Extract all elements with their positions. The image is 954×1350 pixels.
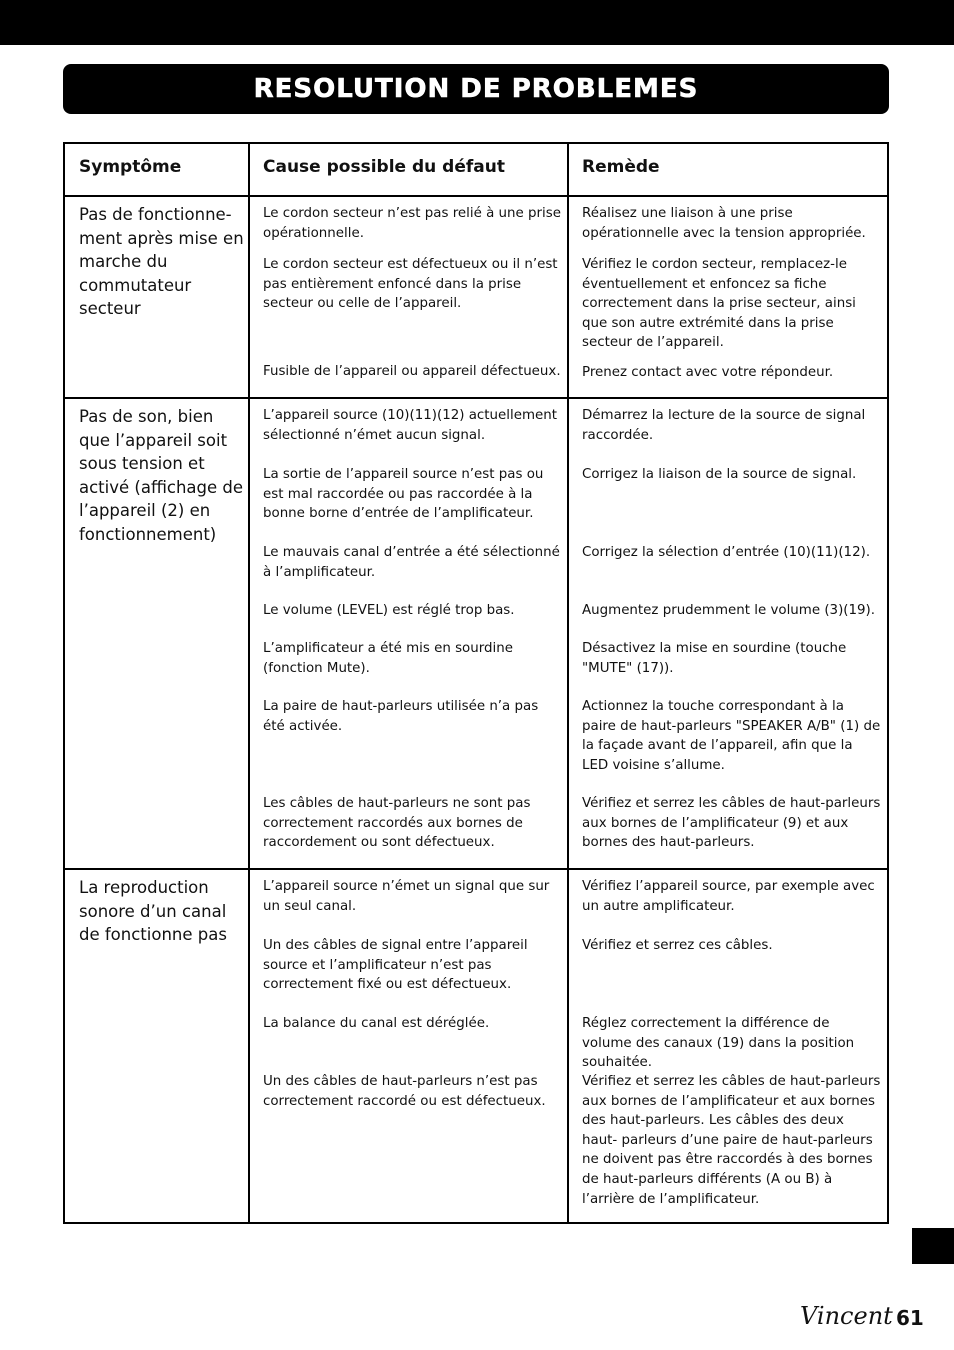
row2-cause-5: L’amplificateur a été mis en sourdine (fonction Mute). [263, 641, 513, 676]
row3-remedy-3: Réglez correctement la différence de volume des canaux (19) dans la position souhaitée. [582, 1016, 855, 1071]
row1-cause-1: Le cordon secteur n’est pas relié à une prise opérationnelle. [263, 206, 561, 241]
row3-cause-2: Un des câbles de signal entre l’appareil source et l’amplificateur n’est pas correctement fixé ou est défectueux. [263, 938, 528, 993]
header-remedy: Remède [582, 157, 660, 177]
row-divider [65, 868, 887, 870]
row2-remedy-5: Désactivez la mise en sourdine (touche "MUTE" (17)). [582, 641, 847, 676]
row3-cause-4: Un des câbles de haut-parleurs n’est pas correctement raccordé ou est défectueux. [263, 1074, 546, 1109]
header-symptom: Symptôme [79, 157, 182, 177]
row3-remedy-1: Vérifiez l’appareil source, par exemple avec un autre amplificateur. [582, 879, 875, 914]
row3-symptom: La reproduction sonore d’un canal de fonctionne pas [79, 878, 227, 945]
row2-cause-7: Les câbles de haut-parleurs ne sont pas correctement raccordés aux bornes de raccordement ou sont défectueux. [263, 796, 531, 851]
row3-remedy-2: Vérifiez et serrez ces câbles. [582, 938, 773, 953]
row2-symptom: Pas de son, bien que l’appareil soit sous tension et activé (affichage de l’appareil (2) en fonctionnement) [79, 407, 244, 544]
row2-cause-4: Le volume (LEVEL) est réglé trop bas. [263, 603, 515, 618]
brand-logo: Vincent [800, 1302, 893, 1330]
row2-remedy-4: Augmentez prudemment le volume (3)(19). [582, 603, 876, 618]
row3-remedy-4: Vérifiez et serrez les câbles de haut-parleurs aux bornes de l’amplificateur et aux bornes des haut-parleurs. Les câbles des deux haut- parleurs d’une paire de haut-parleurs ne doivent pas être raccordés à des bornes de haut-parleurs différents (A ou B) à l’arrière de l’amplificateur. [582, 1074, 881, 1207]
row1-remedy-1: Réalisez une liaison à une prise opérationnelle avec la tension appropriée. [582, 206, 866, 241]
header-cause: Cause possible du défaut [263, 157, 505, 177]
row1-symptom: Pas de fonctionne- ment après mise en marche du commutateur secteur [79, 205, 244, 319]
row1-cause-3: Fusible de l’appareil ou appareil défectueux. [263, 364, 561, 379]
row-divider [65, 397, 887, 399]
troubleshooting-table [63, 142, 889, 1224]
top-black-bar [0, 0, 954, 45]
row2-remedy-6: Actionnez la touche correspondant à la paire de haut-parleurs "SPEAKER A/B" (1) de la façade avant de l’appareil, afin que la LED voisine s’allume. [582, 699, 881, 773]
row1-remedy-2: Vérifiez le cordon secteur, remplacez-le éventuellement et enfoncez sa fiche correctement dans la prise secteur, ainsi que son autre extrémité dans la prise secteur de l’appareil. [582, 257, 856, 351]
side-edge-tab [912, 1228, 954, 1264]
row2-remedy-3: Corrigez la sélection d’entrée (10)(11)(12). [582, 545, 871, 560]
row2-cause-2: La sortie de l’appareil source n’est pas ou est mal raccordée ou pas raccordée à la bonne borne d’entrée de l’amplificateur. [263, 467, 544, 522]
row1-cause-2: Le cordon secteur est défectueux ou il n’est pas entièrement enfoncé dans la prise secteur ou celle de l’appareil. [263, 257, 558, 312]
row3-cause-3: La balance du canal est déréglée. [263, 1016, 490, 1031]
row-divider [65, 195, 887, 197]
row2-remedy-7: Vérifiez et serrez les câbles de haut-parleurs aux bornes de l’amplificateur (9) et aux bornes des haut-parleurs. [582, 796, 881, 851]
title-banner [63, 64, 889, 114]
row2-remedy-2: Corrigez la liaison de la source de signal. [582, 467, 857, 482]
row2-cause-3: Le mauvais canal d’entrée a été sélectionné à l’amplificateur. [263, 545, 560, 580]
row2-cause-1: L’appareil source (10)(11)(12) actuellement sélectionné n’émet aucun signal. [263, 408, 557, 443]
row1-remedy-3: Prenez contact avec votre répondeur. [582, 365, 834, 380]
page-title: RESOLUTION DE PROBLEMES [253, 74, 699, 104]
page-number: 61 [896, 1306, 924, 1330]
row3-cause-1: L’appareil source n’émet un signal que sur un seul canal. [263, 879, 550, 914]
column-divider [567, 144, 569, 1222]
row2-cause-6: La paire de haut-parleurs utilisée n’a pas été activée. [263, 699, 539, 734]
row2-remedy-1: Démarrez la lecture de la source de signal raccordée. [582, 408, 866, 443]
